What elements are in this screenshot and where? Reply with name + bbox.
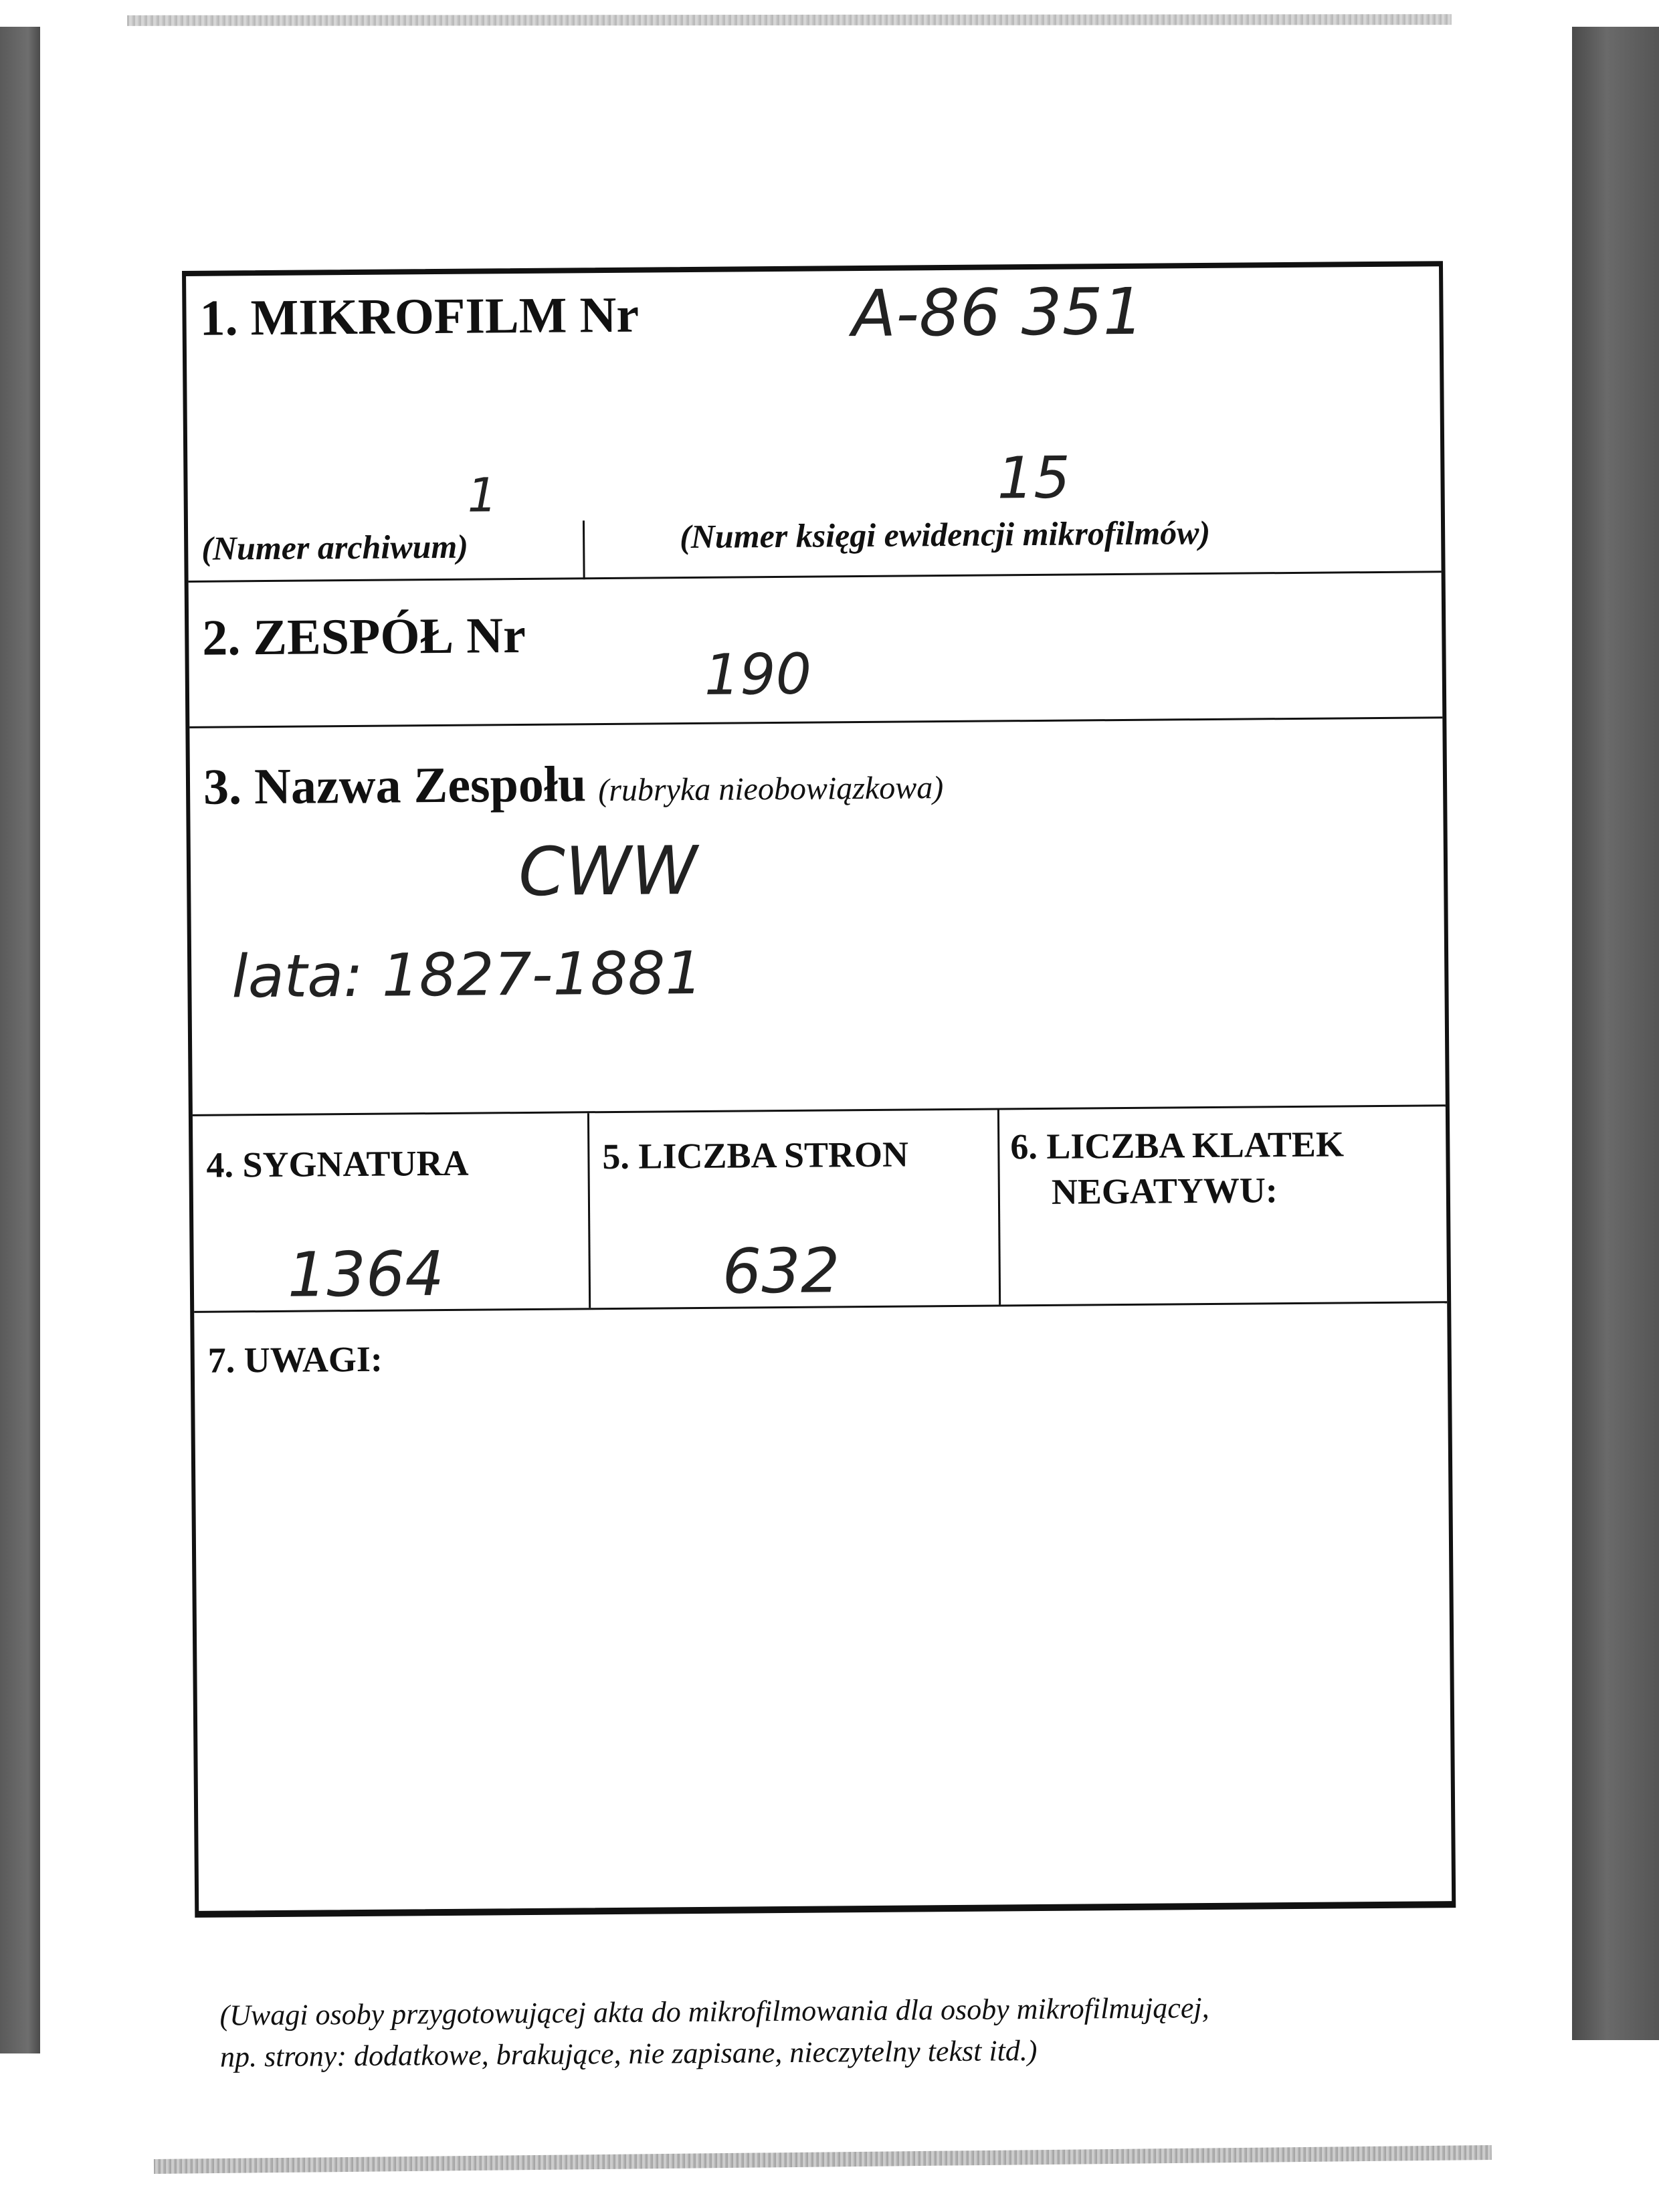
column-divider — [583, 520, 585, 579]
remarks-footnote — [219, 1985, 1438, 2078]
column-divider — [997, 1110, 1001, 1304]
fond-number-label: 2. ZESPÓŁ Nr — [201, 607, 526, 666]
column-divider — [587, 1113, 591, 1308]
remarks-footnote-line-1: (Uwagi osoby przygotowującej akta do mikrofilmowania dla osoby mikrofilmującej, — [219, 1991, 1209, 2032]
scan-artifact-top — [127, 14, 1452, 26]
fond-years-value: lata: 1827-1881 — [231, 938, 703, 1011]
register-number-label: (Numer księgi ewidencji mikrofilmów) — [679, 513, 1211, 556]
microfilm-form — [182, 261, 1456, 2074]
negative-frames-label-1: 6. LICZBA KLATEK — [1010, 1124, 1345, 1167]
fond-name-heading — [203, 752, 944, 817]
fond-name-value: CWW — [518, 831, 698, 912]
signature-label: 4. SYGNATURA — [206, 1142, 469, 1185]
archive-number-label: (Numer archiwum) — [201, 527, 469, 567]
scan-artifact-bottom — [154, 2145, 1492, 2174]
section-microfilm-number — [186, 266, 1442, 583]
section-fond-name — [189, 718, 1445, 1116]
fond-name-optional-note: (rubryka nieobowiązkowa) — [598, 770, 944, 809]
remarks-label: 7. UWAGI: — [207, 1338, 383, 1381]
register-number-value: 15 — [997, 444, 1071, 512]
fond-number-value: 190 — [704, 641, 812, 708]
microfilm-number-value: A-86 351 — [852, 274, 1145, 352]
scan-edge-right — [1572, 27, 1659, 2040]
section-details — [193, 1106, 1447, 1313]
section-fond-number — [189, 573, 1443, 728]
signature-value: 1364 — [287, 1237, 445, 1311]
page-count-label: 5. LICZBA STRON — [602, 1134, 909, 1177]
fond-name-label: 3. Nazwa Zespołu — [203, 756, 587, 815]
microfilm-label: 1. MIKROFILM Nr — [199, 286, 640, 346]
scan-edge-left — [0, 27, 40, 2053]
page-count-value: 632 — [722, 1235, 840, 1308]
section-remarks — [194, 1303, 1452, 2074]
remarks-footnote-line-2: np. strony: dodatkowe, brakujące, nie zapisane, nieczytelny tekst itd.) — [219, 2034, 1038, 2074]
negative-frames-label-2: NEGATYWU: — [1051, 1170, 1278, 1212]
archive-number-value: 1 — [467, 468, 498, 523]
